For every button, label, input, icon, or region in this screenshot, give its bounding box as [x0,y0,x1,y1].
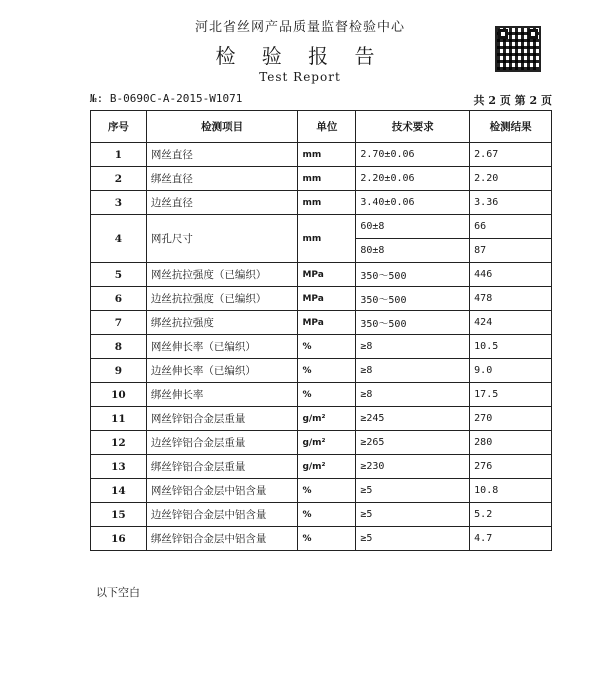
technical-requirement: ≥8 [356,335,470,359]
test-item: 绑丝锌铝合金层重量 [146,455,298,479]
test-item: 绑丝锌铝合金层中铝含量 [146,527,298,551]
unit: g/m² [298,431,356,455]
unit: % [298,383,356,407]
row-number: 11 [91,407,147,431]
test-result: 2.67 [470,143,552,167]
unit: % [298,527,356,551]
row-number: 6 [91,287,147,311]
test-result: 66 [470,215,552,239]
page-info: 共 2 页 第 2 页 [473,94,552,107]
table-body [91,143,552,551]
test-result: 17.5 [470,383,552,407]
column-header-unit: 单位 [298,111,356,143]
row-number: 10 [91,383,147,407]
technical-requirement: ≥245 [356,407,470,431]
unit: % [298,359,356,383]
table-row [91,527,552,551]
technical-requirement: 80±8 [356,239,470,263]
column-header-no: 序号 [91,111,147,143]
table-row [91,455,552,479]
row-number: 8 [91,335,147,359]
technical-requirement: ≥230 [356,455,470,479]
test-item: 边丝锌铝合金层中铝含量 [146,503,298,527]
blank-below-note: 以下空白 [96,586,140,599]
row-number: 9 [91,359,147,383]
test-result: 4.7 [470,527,552,551]
table-row [91,191,552,215]
technical-requirement: 60±8 [356,215,470,239]
row-number: 7 [91,311,147,335]
test-result: 280 [470,431,552,455]
unit: g/m² [298,455,356,479]
table-row [91,263,552,287]
test-item: 边丝伸长率（已编织） [146,359,298,383]
row-number: 13 [91,455,147,479]
test-result: 2.20 [470,167,552,191]
column-header-requirement: 技术要求 [356,111,470,143]
row-number: 2 [91,167,147,191]
test-result: 478 [470,287,552,311]
test-result: 10.8 [470,479,552,503]
page-title: 检 验 报 告 [215,44,385,68]
technical-requirement: 2.70±0.06 [356,143,470,167]
test-item: 边丝抗拉强度（已编织） [146,287,298,311]
test-result: 270 [470,407,552,431]
technical-requirement: ≥5 [356,503,470,527]
technical-requirement: ≥5 [356,479,470,503]
row-number: 16 [91,527,147,551]
table-row [91,287,552,311]
qr-code-icon [495,26,541,72]
row-number: 3 [91,191,147,215]
test-result: 9.0 [470,359,552,383]
table-row [91,215,552,239]
test-item: 网丝锌铝合金层重量 [146,407,298,431]
test-item: 网丝直径 [146,143,298,167]
row-number: 5 [91,263,147,287]
results-table [90,110,552,551]
unit: MPa [298,287,356,311]
row-number: 4 [91,215,147,263]
test-item: 网丝伸长率（已编织） [146,335,298,359]
test-item: 网孔尺寸 [146,215,298,263]
test-item: 网丝锌铝合金层中铝含量 [146,479,298,503]
technical-requirement: 350～500 [356,263,470,287]
row-number: 15 [91,503,147,527]
column-header-result: 检测结果 [470,111,552,143]
technical-requirement: 3.40±0.06 [356,191,470,215]
technical-requirement: ≥265 [356,431,470,455]
row-number: 1 [91,143,147,167]
unit: MPa [298,311,356,335]
technical-requirement: 2.20±0.06 [356,167,470,191]
test-result: 446 [470,263,552,287]
unit: mm [298,143,356,167]
technical-requirement: ≥5 [356,527,470,551]
technical-requirement: 350～500 [356,311,470,335]
table-row [91,359,552,383]
technical-requirement: ≥8 [356,359,470,383]
unit: % [298,503,356,527]
test-result: 3.36 [470,191,552,215]
technical-requirement: 350～500 [356,287,470,311]
test-result: 10.5 [470,335,552,359]
test-item: 绑丝伸长率 [146,383,298,407]
unit: MPa [298,263,356,287]
table-row [91,431,552,455]
test-item: 绑丝抗拉强度 [146,311,298,335]
table-row [91,479,552,503]
table-row [91,383,552,407]
technical-requirement: ≥8 [356,383,470,407]
page-subtitle: Test Report [259,70,341,84]
unit: g/m² [298,407,356,431]
unit: mm [298,191,356,215]
table-row [91,335,552,359]
unit: % [298,479,356,503]
unit: % [298,335,356,359]
column-header-item: 检测项目 [146,111,298,143]
table-header-row [91,111,552,143]
table-row [91,311,552,335]
unit: mm [298,167,356,191]
test-result: 5.2 [470,503,552,527]
test-result: 424 [470,311,552,335]
test-item: 边丝锌铝合金层重量 [146,431,298,455]
row-number: 14 [91,479,147,503]
test-result: 87 [470,239,552,263]
test-result: 276 [470,455,552,479]
test-item: 绑丝直径 [146,167,298,191]
test-item: 边丝直径 [146,191,298,215]
organization-name: 河北省丝网产品质量监督检验中心 [194,20,405,35]
unit: mm [298,215,356,263]
table-row [91,503,552,527]
row-number: 12 [91,431,147,455]
table-row [91,143,552,167]
table-row [91,407,552,431]
table-row [91,167,552,191]
report-number: №: B-0690C-A-2015-W1071 [90,92,243,105]
test-item: 网丝抗拉强度（已编织） [146,263,298,287]
